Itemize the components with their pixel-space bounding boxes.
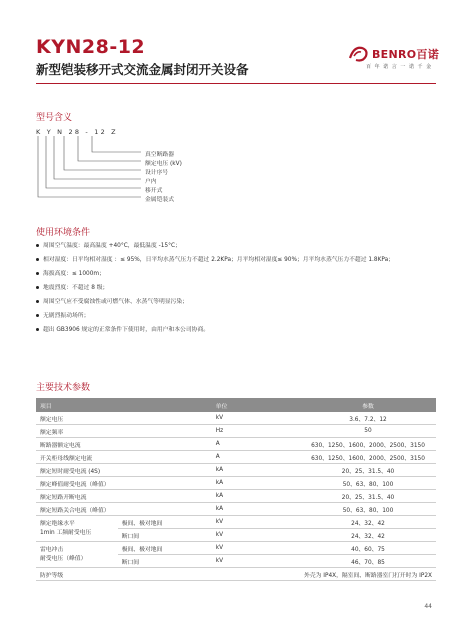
model-code-diagram — [36, 136, 156, 200]
model-label: 设计序号 — [145, 170, 169, 176]
bullet-icon — [36, 258, 39, 261]
page-title: KYN28-12 — [36, 36, 146, 58]
condition-item: 海拔高度：≤ 1000m； — [36, 268, 105, 277]
logo-mark-icon — [348, 44, 370, 64]
model-code: K Y N 28 - 12 Z — [36, 128, 118, 136]
bullet-icon — [36, 328, 39, 331]
table-row: 额定绝缘水平 1min 工频耐受电压 极间、极对地间 kV 24、32、42 — [36, 516, 436, 529]
section-title-specs: 主要技术参数 — [36, 383, 91, 393]
table-row: 额定电压 kV 3.6、7.2、12 — [36, 412, 436, 425]
table-row: 断路器额定电流 A 630、1250、1600、2000、2500、3150 — [36, 438, 436, 451]
condition-item: 无剧烈振动场所； — [36, 310, 89, 319]
table-row: 开关柜母线额定电流 A 630、1250、1600、2000、2500、3150 — [36, 451, 436, 464]
table-row: 断口间 kV 24、32、42 — [36, 529, 436, 542]
insulation-group-label: 额定绝缘水平 1min 工频耐受电压 — [36, 516, 118, 542]
section-title-conditions: 使用环境条件 — [36, 228, 91, 238]
bullet-icon — [36, 314, 39, 317]
model-label: 真空断路器 — [145, 152, 174, 158]
spec-table — [36, 398, 436, 581]
table-header-row — [36, 398, 436, 412]
logo-text: BENRO百诺 — [372, 48, 440, 61]
condition-item: 周围空气应不受腐蚀性或可燃气体、水蒸气等明显污染； — [36, 296, 188, 305]
column-header-item: 项目 — [36, 398, 212, 412]
bullet-icon — [36, 244, 39, 247]
bullet-icon — [36, 286, 39, 289]
table-row: 断口间 kV 46、70、85 — [36, 555, 436, 568]
page-subtitle: 新型铠装移开式交流金属封闭开关设备 — [36, 62, 249, 77]
model-label: 额定电压 (kV) — [145, 161, 182, 167]
condition-item: 相对湿度：日平均相对湿度 ：≤ 95%，日平均水蒸气压力不超过 2.2KPa；月平均相对湿度≤ 90%；月平均水蒸气压力不超过 1.8KPa； — [36, 254, 394, 263]
condition-item: 周围空气温度：最高温度 +40°C，最低温度 -15°C； — [36, 240, 181, 249]
table-row: 额定峰值耐受电流（峰值） kA 50、63、80、100 — [36, 477, 436, 490]
section-title-model: 型号含义 — [36, 113, 73, 123]
column-header-value: 参数 — [300, 398, 436, 412]
table-row: 防护等级 外壳为 IP4X，隔室间、断路器室门打开时为 IP2X — [36, 568, 436, 581]
model-label: 户内 — [145, 179, 157, 185]
table-row: 额定频率 Hz 50 — [36, 425, 436, 438]
header-rule — [36, 83, 436, 84]
model-label: 移开式 — [145, 188, 163, 194]
table-row: 额定短路关合电流（峰值） kA 50、63、80、100 — [36, 503, 436, 516]
condition-item: 地震烈度：不超过 8 级； — [36, 282, 108, 291]
bullet-icon — [36, 272, 39, 275]
condition-item: 超出 GB3906 规定的正常条件下使用时，由用户和本公司协商。 — [36, 324, 209, 333]
impulse-group-label: 雷电冲击 耐受电压（峰值） — [36, 542, 118, 568]
page-number: 44 — [424, 603, 432, 610]
column-header-unit: 单位 — [212, 398, 300, 412]
table-row: 雷电冲击 耐受电压（峰值） 极间、极对地间 kV 40、60、75 — [36, 542, 436, 555]
model-label: 金属铠装式 — [145, 197, 174, 203]
brand-logo — [348, 44, 440, 78]
logo-slogan: 百 年 诺 言 一 诺 千 金 — [366, 64, 433, 70]
table-row: 额定短时耐受电流 (4S) kA 20、25、31.5、40 — [36, 464, 436, 477]
table-row: 额定短路开断电流 kA 20、25、31.5、40 — [36, 490, 436, 503]
bullet-icon — [36, 300, 39, 303]
